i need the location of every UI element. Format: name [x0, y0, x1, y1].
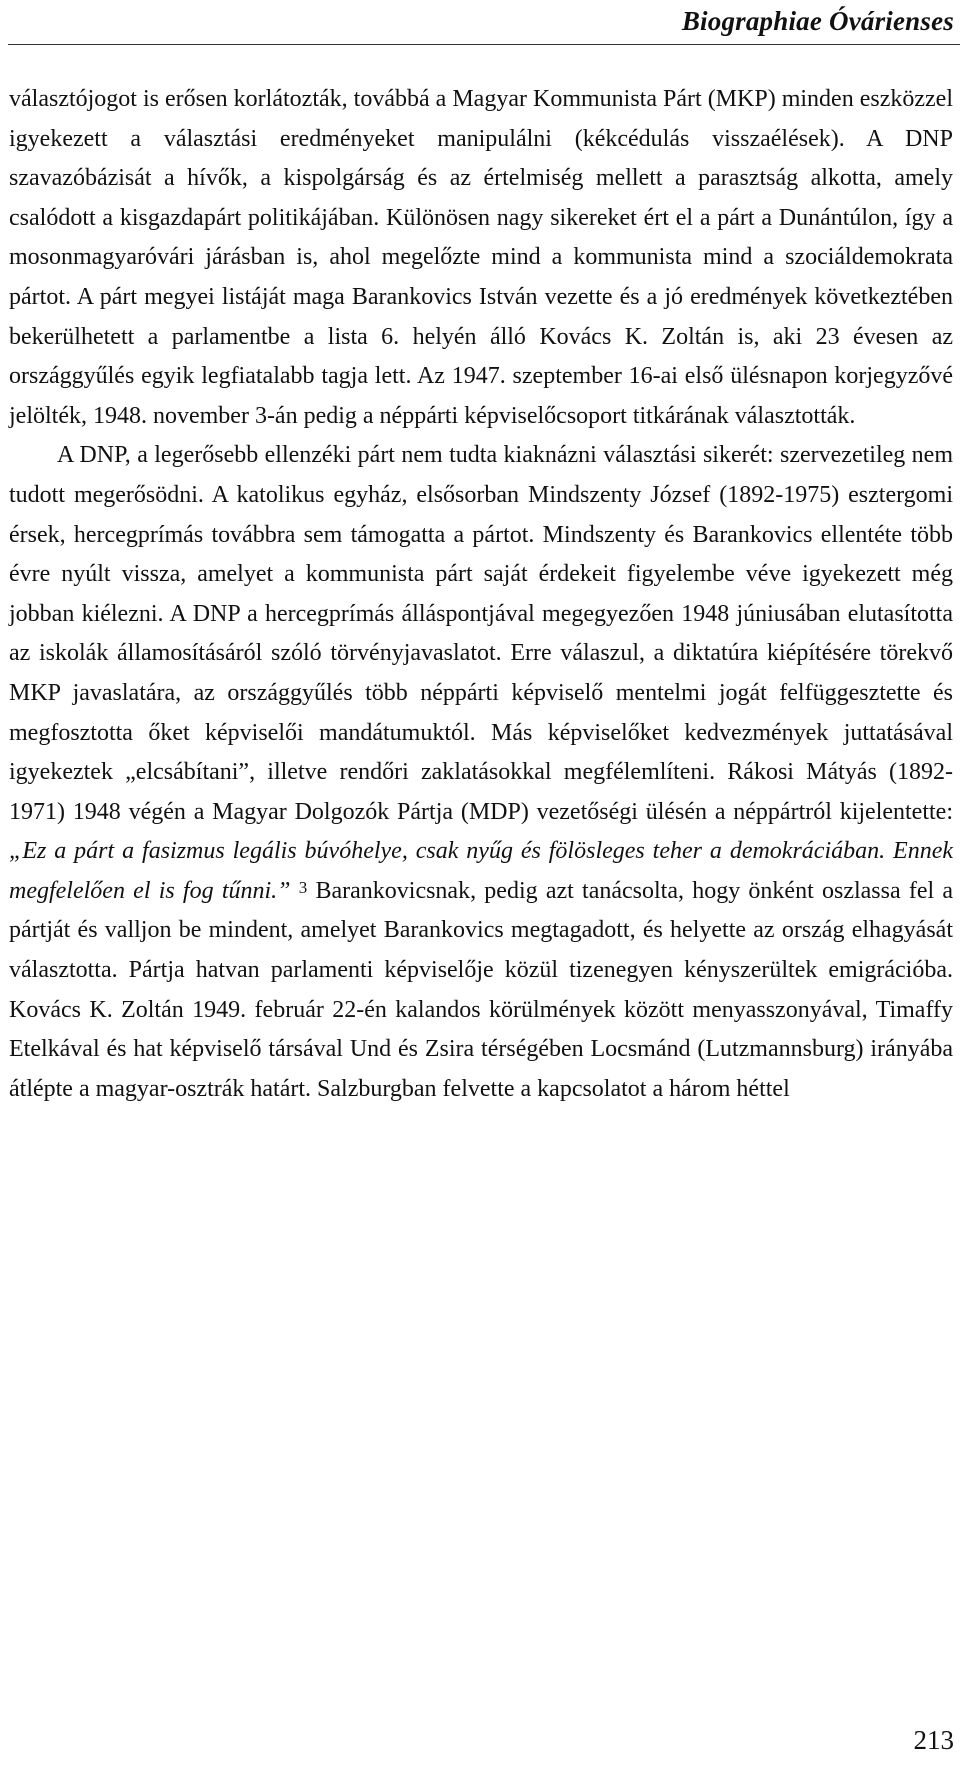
text-run: Barankovicsnak, pedig azt tanácsolta, hogy önként oszlassa fel a pártját és valljon be mindent, amelyet Barankovics megtagadott, és helyette az ország elhagyását választotta. Pártja hatvan parlamenti képviselője közül tizenegyen kényszerültek emigrációba. Kovács K. Zoltán 1949. február 22-én kalandos körülmények között menyasszonyával, Timaffy Etelkával és hat képviselő társával Und és Zsira térségében Locsmánd (Lutzmannsburg) irányába átlépte a magyar-osztrák határt. Salzburgban felvette a kapcsolatot a három héttel — [9, 877, 954, 1102]
journal-title: Biographiae Óvárienses — [681, 6, 954, 36]
text-run — [291, 878, 299, 904]
text-run: A DNP, a legerősebb ellenzéki párt nem tudta kiaknázni választási sikerét: szervezetileg nem tudott megerősödni. A katolikus egyház, elsősorban Mindszenty József (1892-1975) esztergomi érsek, hercegprímás továbbra sem támogatta a pártot. Mindszenty és Barankovics ellentéte több évre nyúlt vissza, amelyet a kommunista párt saját érdekeit figyelembe véve igyekezett még jobban kiélezni. A DNP a hercegprímás álláspontjával megegyezően 1948 júniusában elutasította az iskolák államosításáról szóló törvényjavaslatot. Erre válaszul, a diktatúra kiépítésére törekvő MKP javaslatára, az országgyűlés több néppárti képviselő mentelmi jogát felfüggesztette és megfosztotta őket képviselői mandátumuktól. Más képviselőket kedvezmények juttatásával igyekeztek „elcsábítani”, illetve rendőri zaklatásokkal megfélemlíteni. Rákosi Mátyás (1892-1971) 1948 végén a Magyar Dolgozók Pártja (MDP) vezetőségi ülésén a néppártról kijelentette: — [9, 442, 953, 825]
quotation: „Ez a párt a fasizmus legális búvóhelye, csak nyűg és fölösleges teher a demokráciában. Ennek megfelelően el is fog tűnni.” — [9, 838, 953, 904]
paragraph — [9, 436, 953, 1109]
paragraph — [9, 80, 953, 436]
page-number: 213 — [913, 1725, 954, 1755]
text-run: választójogot is erősen korlátozták, továbbá a Magyar Kommunista Párt (MKP) minden eszközzel igyekezett a választási eredményeket manipulálni (kékcédulás visszaélések). A DNP szavazóbázisát a hívők, a kispolgárság és az értelmiség mellett a parasztság alkotta, amely csalódott a kisgazdapárt politikájában. Különösen nagy sikereket ért el a párt a Dunántúlon, így a mosonmagyaróvári járásban is, ahol megelőzte mind a kommunista mind a szociáldemokrata pártot. A párt megyei listáját maga Barankovics István vezette és a jó eredmények következtében bekerülhetett a parlamentbe a lista 6. helyén álló Kovács K. Zoltán is, aki 23 évesen az országgyűlés egyik legfiatalabb tagja lett. Az 1947. szeptember 16-ai első ülésnapon korjegyzővé jelölték, 1948. november 3-án pedig a néppárti képviselőcsoport titkárának választották. — [9, 86, 953, 429]
article-body — [9, 80, 953, 1109]
footnote-reference: 3 — [298, 877, 308, 897]
running-header — [8, 0, 960, 45]
